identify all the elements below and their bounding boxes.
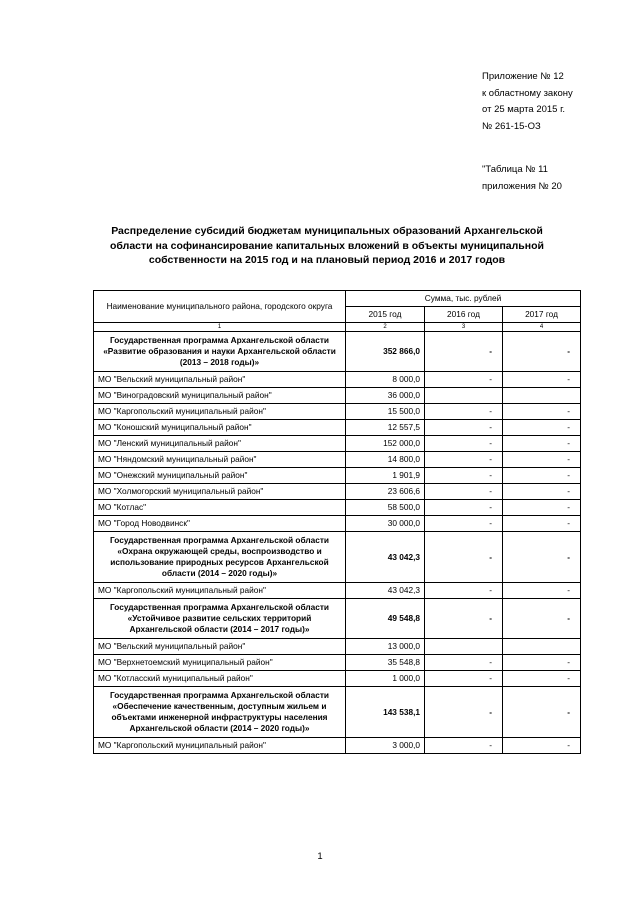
- table-header-row: [94, 291, 581, 307]
- cell-2015: 36 000,0: [346, 388, 425, 404]
- program-row: [94, 332, 581, 372]
- cell-2017: [503, 388, 581, 404]
- cell-2017: -: [503, 452, 581, 468]
- program-row: [94, 532, 581, 583]
- page-number: 1: [317, 851, 323, 862]
- municipality-row: [94, 404, 581, 420]
- municipality-row: [94, 583, 581, 599]
- cell-2016: -: [425, 738, 503, 754]
- cell-2016: -: [425, 500, 503, 516]
- cell-2017: -: [503, 372, 581, 388]
- header-sum-group: Сумма, тыс. рублей: [346, 291, 581, 307]
- municipality-row: [94, 372, 581, 388]
- municipality-row: [94, 671, 581, 687]
- cell-name: Государственная программа Архангельской области «Охрана окружающей среды, воспроизводство и использование природных ресурсов Архангельской области (2014 – 2020 годы)»: [94, 532, 346, 583]
- cell-name: МО "Котлас": [94, 500, 346, 516]
- cell-2015: 43 042,3: [346, 532, 425, 583]
- cell-2015: 12 557,5: [346, 420, 425, 436]
- cell-2015: 1 000,0: [346, 671, 425, 687]
- header-year-2015: 2015 год: [346, 307, 425, 323]
- cell-2016: -: [425, 599, 503, 639]
- cell-name: МО "Каргопольский муниципальный район": [94, 404, 346, 420]
- cell-name: Государственная программа Архангельской области «Обеспечение качественным, доступным жильем и объектами инженерной инфраструктуры населения Архангельской области (2014 – 2020 годы)»: [94, 687, 346, 738]
- cell-2015: 8 000,0: [346, 372, 425, 388]
- municipality-row: [94, 516, 581, 532]
- appendix-line: Приложение № 12: [482, 71, 564, 82]
- header-year-2017: 2017 год: [503, 307, 581, 323]
- cell-2017: -: [503, 532, 581, 583]
- cell-name: МО "Коношский муниципальный район": [94, 420, 346, 436]
- cell-2015: 14 800,0: [346, 452, 425, 468]
- cell-name: МО "Верхнетоемский муниципальный район": [94, 655, 346, 671]
- cell-2015: 143 538,1: [346, 687, 425, 738]
- header-year-2016: 2016 год: [425, 307, 503, 323]
- cell-2016: -: [425, 532, 503, 583]
- cell-2015: 3 000,0: [346, 738, 425, 754]
- cell-name: МО "Ленский муниципальный район": [94, 436, 346, 452]
- cell-2017: -: [503, 468, 581, 484]
- cell-2017: -: [503, 420, 581, 436]
- cell-2015: 15 500,0: [346, 404, 425, 420]
- index-cell: 3: [425, 323, 503, 332]
- cell-2015: 23 606,6: [346, 484, 425, 500]
- index-cell: 4: [503, 323, 581, 332]
- document-title: Распределение субсидий бюджетам муниципальных образований Архангельской области на софинансирование капитальных вложений в объекты муниципальной собственности на 2015 год и на плановый период 2016 и 2017 годов: [110, 225, 544, 266]
- cell-name: МО "Город Новодвинск": [94, 516, 346, 532]
- municipality-row: [94, 484, 581, 500]
- cell-2015: 43 042,3: [346, 583, 425, 599]
- table-index-row: [94, 323, 581, 332]
- cell-2016: [425, 639, 503, 655]
- cell-2015: 30 000,0: [346, 516, 425, 532]
- cell-2017: -: [503, 671, 581, 687]
- cell-name: МО "Котласский муниципальный район": [94, 671, 346, 687]
- cell-2017: -: [503, 687, 581, 738]
- cell-name: МО "Холмогорский муниципальный район": [94, 484, 346, 500]
- municipality-row: [94, 639, 581, 655]
- cell-2015: 13 000,0: [346, 639, 425, 655]
- cell-2015: 49 548,8: [346, 599, 425, 639]
- cell-2015: 152 000,0: [346, 436, 425, 452]
- cell-2017: -: [503, 738, 581, 754]
- cell-name: МО "Няндомский муниципальный район": [94, 452, 346, 468]
- cell-2016: -: [425, 420, 503, 436]
- municipality-row: [94, 468, 581, 484]
- cell-name: МО "Каргопольский муниципальный район": [94, 738, 346, 754]
- cell-2017: -: [503, 484, 581, 500]
- cell-2017: -: [503, 599, 581, 639]
- municipality-row: [94, 500, 581, 516]
- cell-name: Государственная программа Архангельской области «Развитие образования и науки Архангельской области (2013 – 2018 годы)»: [94, 332, 346, 372]
- table-reference-line: приложения № 20: [482, 180, 562, 192]
- appendix-line: № 261-15-ОЗ: [482, 120, 541, 132]
- cell-2016: -: [425, 516, 503, 532]
- index-cell: 2: [346, 323, 425, 332]
- table-reference: [482, 162, 562, 195]
- cell-2017: -: [503, 516, 581, 532]
- appendix-line: к областному закону: [482, 87, 573, 99]
- cell-2016: -: [425, 332, 503, 372]
- cell-2017: -: [503, 332, 581, 372]
- cell-2016: -: [425, 671, 503, 687]
- program-row: [94, 687, 581, 738]
- cell-2017: [503, 639, 581, 655]
- cell-2016: -: [425, 436, 503, 452]
- cell-name: Государственная программа Архангельской области «Устойчивое развитие сельских территорий Архангельской области (2014 – 2017 годы)»: [94, 599, 346, 639]
- cell-name: МО "Виноградовский муниципальный район": [94, 388, 346, 404]
- cell-2015: 35 548,8: [346, 655, 425, 671]
- cell-2015: 352 866,0: [346, 332, 425, 372]
- cell-name: МО "Каргопольский муниципальный район": [94, 583, 346, 599]
- table-reference-line: "Таблица № 11: [482, 164, 548, 175]
- cell-2017: -: [503, 655, 581, 671]
- cell-2017: -: [503, 436, 581, 452]
- appendix-reference: [482, 69, 573, 135]
- cell-2016: -: [425, 583, 503, 599]
- cell-name: МО "Онежский муниципальный район": [94, 468, 346, 484]
- municipality-row: [94, 436, 581, 452]
- cell-2016: [425, 388, 503, 404]
- cell-2016: -: [425, 452, 503, 468]
- cell-2016: -: [425, 687, 503, 738]
- cell-2016: -: [425, 484, 503, 500]
- municipality-row: [94, 738, 581, 754]
- cell-2015: 58 500,0: [346, 500, 425, 516]
- subsidy-table: [93, 290, 581, 754]
- cell-name: МО "Вельский муниципальный район": [94, 372, 346, 388]
- cell-2016: -: [425, 655, 503, 671]
- cell-2017: -: [503, 404, 581, 420]
- municipality-row: [94, 655, 581, 671]
- cell-2015: 1 901,9: [346, 468, 425, 484]
- cell-2016: -: [425, 468, 503, 484]
- cell-2016: -: [425, 404, 503, 420]
- municipality-row: [94, 420, 581, 436]
- index-cell: 1: [94, 323, 346, 332]
- header-name-column: Наименование муниципального района, городского округа: [94, 291, 346, 323]
- municipality-row: [94, 388, 581, 404]
- table-body: [94, 332, 581, 754]
- appendix-line: от 25 марта 2015 г.: [482, 104, 566, 115]
- cell-2016: -: [425, 372, 503, 388]
- municipality-row: [94, 452, 581, 468]
- cell-2017: -: [503, 500, 581, 516]
- cell-2017: -: [503, 583, 581, 599]
- program-row: [94, 599, 581, 639]
- cell-name: МО "Вельский муниципальный район": [94, 639, 346, 655]
